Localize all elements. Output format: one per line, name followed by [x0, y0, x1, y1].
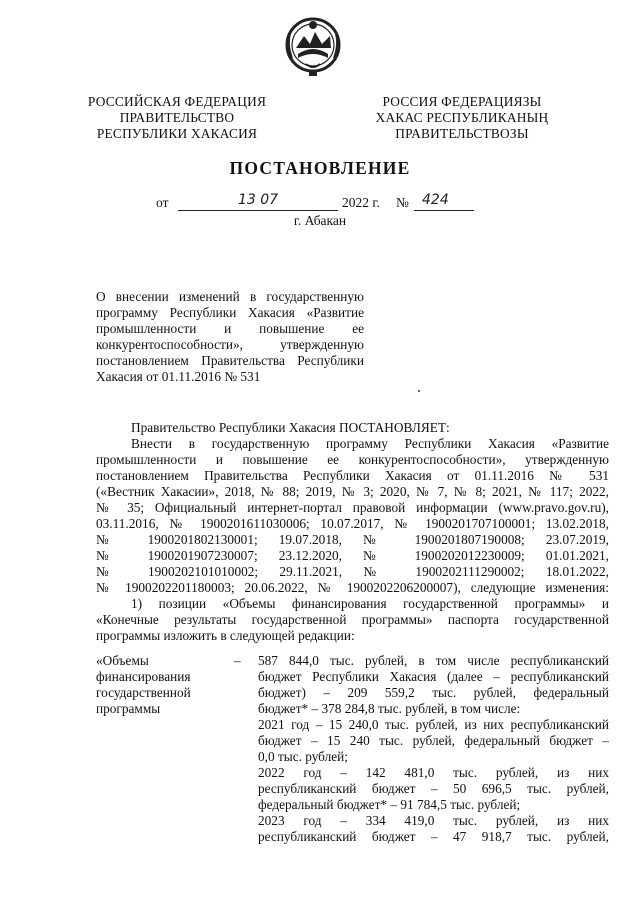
financing-value-line: 2023 год – 334 419,0 тыс. рублей, из них	[258, 813, 609, 828]
body-line: № 1900201802130001; 19.07.2018, № 1900201807190008; 23.07.2019,	[96, 532, 609, 547]
financing-value-line: 0,0 тыс. рублей;	[258, 749, 348, 764]
header-right-line: РОССИЯ ФЕДЕРАЦИЯЗЫ	[382, 94, 542, 109]
header-left-line: ПРАВИТЕЛЬСТВО	[119, 110, 235, 125]
city-label: г. Абакан	[293, 213, 347, 228]
subject-line: промышленности и повышение ее	[96, 321, 364, 336]
financing-value-line: бюджет) – 209 559,2 тыс. рублей, федеральный	[258, 685, 609, 700]
year-label: 2022 г.	[342, 195, 380, 210]
body-line: № 1900202201180003; 20.06.2022, № 1900202206200007), следующие изменения:	[96, 580, 609, 595]
header-left	[82, 94, 272, 142]
date-number-line	[156, 193, 486, 213]
header-right-line: ПРАВИТЕЛЬСТВОЗЫ	[395, 126, 529, 141]
header-left-line: РОССИЙСКАЯ ФЕДЕРАЦИЯ	[87, 94, 267, 109]
scan-dot	[418, 390, 420, 392]
subject-line: О внесении изменений в государственную	[96, 289, 364, 304]
financing-value-line: республиканский бюджет – 50 696,5 тыс. рублей,	[258, 781, 609, 796]
financing-label-line: государственной	[96, 685, 191, 700]
body-line: «Конечные результаты государственной программы» паспорта государственной	[96, 612, 609, 627]
financing-value-line: 2021 год – 15 240,0 тыс. рублей, из них республиканский	[258, 717, 609, 732]
subject-line: конкурентоспособности», утвержденную	[96, 337, 364, 352]
financing-value	[258, 653, 609, 845]
header-right-line: ХАКАС РЕСПУБЛИКАНЫҢ	[375, 110, 549, 125]
body-line: программы изложить в следующей редакции:	[96, 628, 355, 643]
body-line: постановлением Правительства Республики Хакасия от 01.11.2016 № 531	[96, 468, 609, 483]
financing-label-line: «Объемы	[96, 653, 149, 668]
financing-value-line: бюджет Республики Хакасия (далее – республиканский	[258, 669, 609, 684]
body-line: Внести в государственную программу Республики Хакасия «Развитие	[131, 436, 609, 451]
body-line: № 35; Официальный интернет-портал правовой информации (www.pravo.gov.ru),	[96, 500, 609, 515]
handwritten-date: 13 07	[238, 192, 279, 208]
subject-line: Хакасия от 01.11.2016 № 531	[96, 369, 261, 384]
header-right	[374, 94, 550, 142]
financing-dash: –	[234, 653, 241, 668]
subject-block	[96, 289, 364, 385]
financing-value-line: бюджет* – 378 284,8 тыс. рублей, в том числе:	[258, 701, 521, 716]
body-line: промышленности и повышение ее конкурентоспособности», утвержденную	[96, 452, 609, 467]
financing-value-line: федеральный бюджет* – 91 784,5 тыс. рублей;	[258, 797, 521, 812]
from-label: от	[156, 195, 169, 210]
coat-of-arms-emblem	[284, 14, 342, 78]
financing-label	[96, 653, 236, 717]
financing-value-line: бюджет – 15 240 тыс. рублей, федеральный бюджет –	[258, 733, 609, 748]
date-underline	[178, 210, 338, 211]
body-line: («Вестник Хакасии», 2018, № 88; 2019, № 3; 2020, № 7, № 8; 2021, № 117; 2022,	[96, 484, 609, 499]
financing-value-line: 587 844,0 тыс. рублей, в том числе республиканский	[258, 653, 609, 668]
body-line: Правительство Республики Хакасия ПОСТАНОВЛЯЕТ:	[131, 420, 450, 435]
subject-line: постановлением Правительства Республики	[96, 353, 364, 368]
body-line: № 1900202101010002; 29.11.2021, № 1900202111290002; 18.01.2022,	[96, 564, 609, 579]
financing-value-line: республиканский бюджет – 47 918,7 тыс. рублей,	[258, 829, 609, 844]
financing-value-line: 2022 год – 142 481,0 тыс. рублей, из них	[258, 765, 609, 780]
financing-label-line: финансирования	[96, 669, 191, 684]
body-text	[96, 420, 609, 644]
handwritten-number: 424	[422, 192, 449, 208]
number-sign: №	[396, 195, 409, 210]
body-line: 03.11.2016, № 1900201611030006; 10.07.2017, № 1900201707100001; 13.02.2018,	[96, 516, 609, 531]
body-line: 1) позиции «Объемы финансирования государственной программы» и	[131, 596, 609, 611]
number-underline	[414, 210, 474, 211]
document-title: ПОСТАНОВЛЕНИЕ	[229, 158, 411, 178]
financing-label-line: программы	[96, 701, 161, 716]
subject-line: программу Республики Хакасия «Развитие	[96, 305, 364, 320]
body-line: № 1900201907230007; 23.12.2020, № 1900202012230009; 01.01.2021,	[96, 548, 609, 563]
header-left-line: РЕСПУБЛИКИ ХАКАСИЯ	[96, 126, 258, 141]
